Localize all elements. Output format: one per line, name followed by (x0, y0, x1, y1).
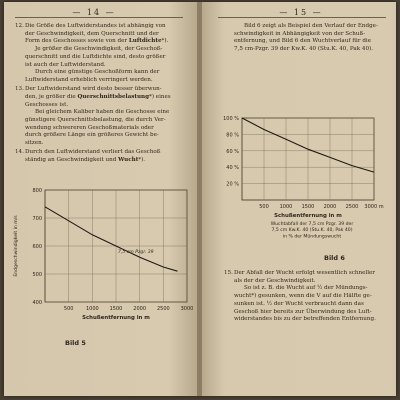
text-line: als der der Geschwindigkeit. (234, 277, 316, 284)
y-tick-label: 700 (32, 216, 42, 222)
x-tick-label: 1000 (279, 204, 293, 210)
chart-bild-6 (210, 112, 390, 252)
text-line: Je größer die Geschwindigkeit, der Geschoß- (35, 46, 163, 53)
text-line: sunken ist. ½ der Wucht verbraucht dann das (234, 300, 364, 307)
text-line: durch größere Länge ein größeres Gewicht be- (25, 132, 159, 139)
text-line: Durch eine günstige Geschoßform kann der (35, 69, 160, 76)
text-line: *). (161, 38, 169, 45)
text-line: widerstandes bis zu der betreffenden Entfernung. (234, 316, 376, 323)
text-line: Geschosses ist. (25, 101, 69, 108)
left-page (7, 2, 197, 396)
legend-line: Wuchtabfall der 7,5 cm Pzgr. 39 der (270, 222, 354, 227)
x-tick-label: 3000 m (364, 204, 384, 210)
figure-caption: Bild 5 (65, 339, 86, 347)
text-block (234, 23, 390, 55)
paragraph-13 (15, 86, 191, 148)
x-tick-label: 2500 (156, 306, 170, 312)
text-line: Der Luftwiderstand wird desto besser überwun- (25, 86, 162, 93)
text-line: ist auch der Luftwiderstand. (25, 61, 106, 68)
page-number: — 14 — (72, 8, 116, 17)
emphasis: Luftdichte (128, 38, 162, 45)
x-axis-label: Schußentfernung in m (82, 315, 150, 321)
series-label: 7,5 cm Pzgr. 39 (118, 250, 154, 255)
x-tick-label: 2500 (345, 204, 359, 210)
chart-bild-5 (9, 184, 195, 334)
x-tick-label: 3000 (180, 306, 194, 312)
paragraph-number: 14. (15, 149, 24, 156)
y-tick-label: 800 (32, 188, 42, 194)
text-line: schwindigkeit in Abhängigkeit von der Schuß- (234, 30, 366, 37)
text-line: Form des Geschosses sowie von der (25, 38, 129, 45)
text-line: So ist z. B. die Wucht auf ½ der Mündungs- (244, 285, 368, 292)
emphasis: Wucht (118, 156, 139, 163)
y-tick-label: 400 (32, 300, 42, 306)
text-block (15, 23, 191, 166)
figure-caption: Bild 6 (324, 254, 345, 262)
page-number: — 15 — (279, 8, 323, 17)
text-line: ständig an Geschwindigkeit und (25, 156, 119, 163)
x-tick-label: 2000 (133, 306, 147, 312)
header-rule (15, 17, 183, 18)
x-tick-label: 2000 (323, 204, 337, 210)
y-tick-label: 600 (32, 244, 42, 250)
text-line: wendung schwereren Geschoßmaterials oder (25, 124, 154, 131)
y-tick-label: 80 % (226, 132, 239, 139)
y-tick-label: 60 % (226, 148, 239, 155)
paragraph-15 (224, 270, 390, 324)
y-tick-label: 40 % (226, 165, 239, 172)
x-tick-label: 1500 (109, 306, 123, 312)
text-line: Der Abfall der Wucht erfolgt wesentlich schneller (234, 270, 375, 276)
text-block (224, 270, 390, 325)
text-line: Die Größe des Luftwiderstandes ist abhängig von (25, 23, 166, 29)
y-tick-label: 20 % (226, 181, 239, 188)
book-spread (4, 2, 396, 396)
text-line: der Geschwindigkeit, dem Querschnitt und der (25, 30, 159, 37)
text-line: günstigere Querschnittsbelastung, die durch Ver- (25, 116, 166, 123)
text-line: 7,5 cm-Pzgr. 39 der Kw.K. 40 (Stu.K. 40, Pak 40). (234, 46, 374, 53)
x-tick-label: 500 (259, 204, 269, 210)
paragraph-14 (15, 149, 191, 164)
paragraph-12 (15, 23, 191, 85)
x-tick-label: 500 (63, 306, 74, 312)
legend-line: 7,5 cm Kw.K. 40 (Stu.K. 40, Pak 40) (271, 228, 353, 234)
x-tick-label: 1500 (301, 204, 315, 210)
intro-paragraph (234, 23, 390, 54)
y-axis-label: Endgeschwindigkeit in m/s (14, 215, 19, 277)
text-line: Geschoß hier bereits zur Überwindung des Luft- (234, 308, 372, 315)
y-tick-label: 100 % (223, 116, 239, 122)
text-line: Luftwiderstand erheblich verringert werden. (25, 76, 153, 83)
paragraph-number: 13. (15, 86, 24, 93)
text-line: wucht*) gesunken, wenn die V auf die Hälfte ge- (234, 293, 372, 300)
text-line: *). (138, 156, 146, 163)
paragraph-number: 15. (224, 270, 233, 276)
text-line: entfernung, und Bild 6 den Wuchtverlauf für die (234, 38, 372, 45)
text-line: querschnitt und die Luftdichte sind, desto größer (25, 53, 166, 60)
text-line: sitzen. (25, 140, 44, 147)
x-tick-label: 1000 (85, 306, 99, 312)
text-line: Bei gleichem Kaliber haben die Geschosse eine (35, 109, 170, 116)
y-tick-label: 500 (32, 272, 42, 278)
text-line: Bild 6 zeigt als Beispiel den Verlauf der Endge- (244, 23, 378, 29)
legend-line: in % der Mündungswucht (282, 234, 342, 240)
text-line: *) eines (149, 93, 171, 100)
right-page (202, 2, 392, 396)
text-line: den, je größer die (25, 93, 78, 100)
header-rule (218, 17, 386, 18)
series-line (45, 207, 178, 271)
paragraph-number: 12. (15, 23, 24, 29)
text-line: Durch den Luftwiderstand verliert das Geschoß (25, 149, 161, 156)
x-axis-label: Schußentfernung in m (274, 213, 342, 219)
emphasis: Querschnittsbelastung (77, 93, 150, 100)
